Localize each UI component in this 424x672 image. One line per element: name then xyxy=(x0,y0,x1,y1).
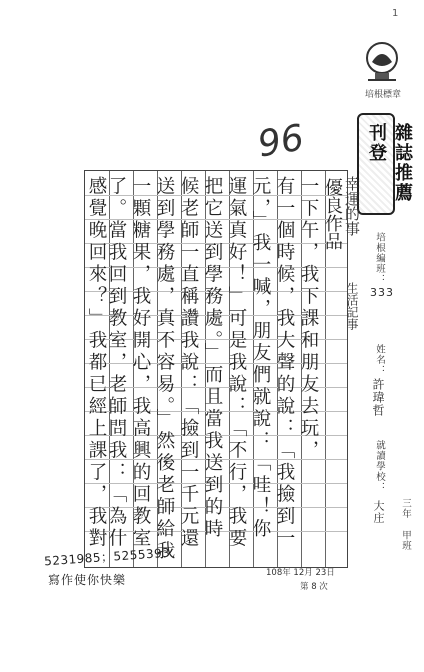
name-label: 姓名： xyxy=(374,344,385,376)
class-code: 333 xyxy=(370,286,394,299)
award-heading: 優良作品 xyxy=(322,178,343,250)
class-label: 培根編班： xyxy=(374,232,385,285)
essay-column-8: 一顆糖果，我好開心，我高興的回教室 xyxy=(130,176,151,550)
essay-column-10: 感覺晚回來？」我都已經上課了，我對 xyxy=(86,176,107,550)
essay-column-5: 把它送到學務處。」而且當我送到的時 xyxy=(202,176,223,541)
grade: 三年 xyxy=(400,498,411,519)
corner-mark: 1 xyxy=(392,8,399,19)
essay-title: 幸運的事 xyxy=(343,176,361,236)
submission-count: 第 8 次 xyxy=(300,582,328,592)
essay-column-4: 運氣真好！」可是我說：「不行，我要 xyxy=(226,176,247,550)
school-field-label: 就讀學校： xyxy=(374,440,385,493)
badge-title: 雜誌推薦刊登 xyxy=(366,123,413,203)
essay-column-1: 一下午，我下課和朋友去玩， xyxy=(298,176,319,462)
class-section: 甲班 xyxy=(400,530,411,551)
peigen-seal-icon xyxy=(362,40,402,86)
logo-caption: 培根標章 xyxy=(364,90,401,100)
essay-column-3: 元，」我一喊，朋友們就說：「哇！你 xyxy=(250,176,271,541)
phone-number: 5231985；5255393 xyxy=(43,545,171,569)
essay-column-7: 送到學務處，真不容易。」然後老師給我 xyxy=(154,176,175,563)
essay-column-6: 候老師一直稱讚我說：「撿到一千元還 xyxy=(178,176,199,550)
essay-column-9: 了。當我回到教室，老師問我：「為什 xyxy=(106,176,127,550)
essay-genre: 生活記事 xyxy=(345,282,359,330)
school-name: 大庄 xyxy=(372,500,385,524)
essay-column-2: 有一個時候，我大聲的說：「我撿到一 xyxy=(274,176,295,550)
essay-date: 108年 12月 23日 xyxy=(266,568,335,578)
slogan: 寫作使你快樂 xyxy=(48,573,127,587)
student-name: 許瑋哲 xyxy=(371,378,385,417)
score: 96 xyxy=(254,117,308,166)
